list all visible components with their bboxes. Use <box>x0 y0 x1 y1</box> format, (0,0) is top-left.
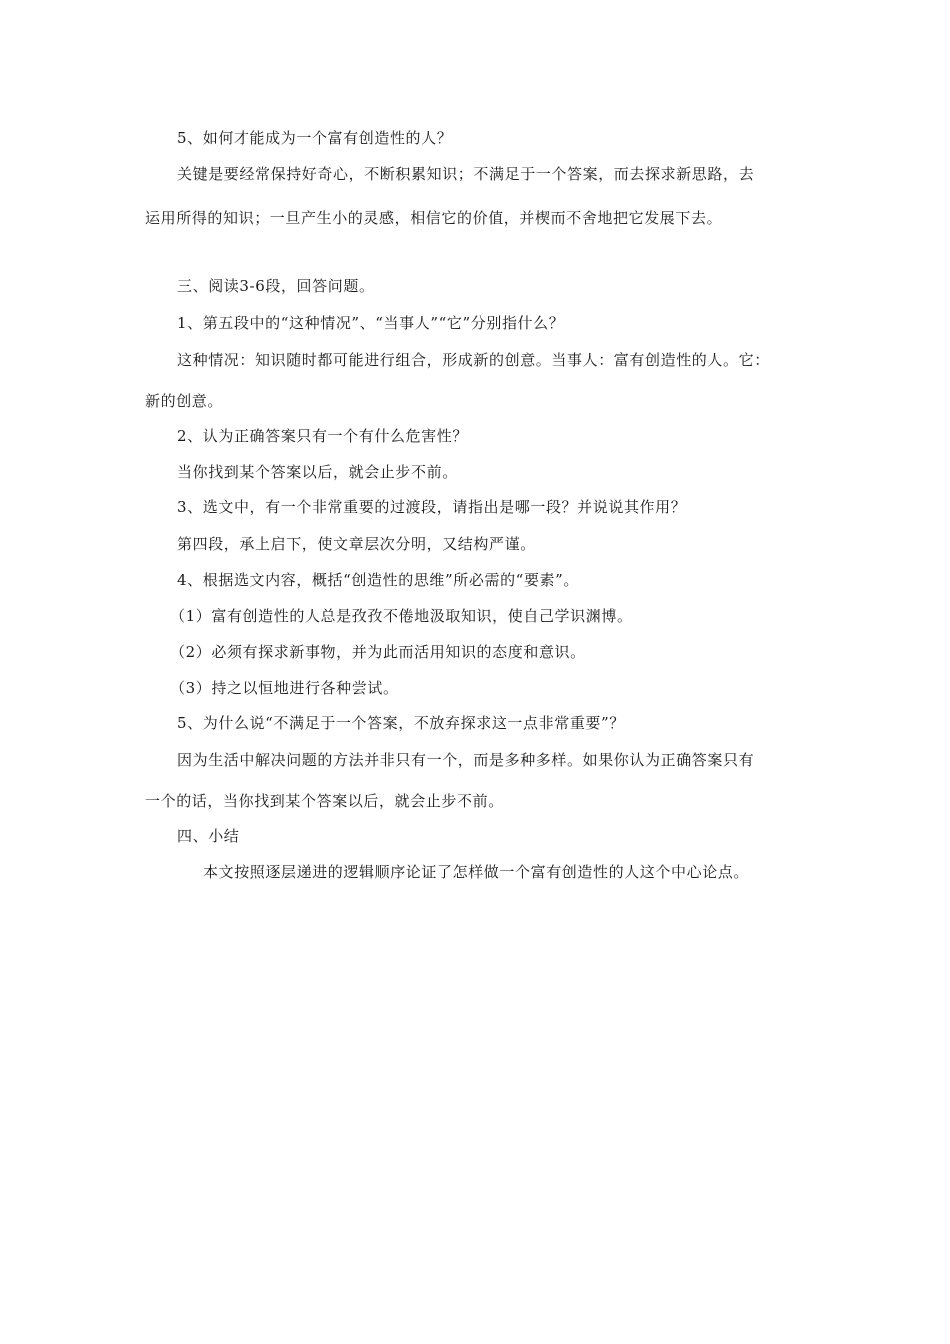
part-3-question-1: 1、第五段中的“这种情况”、“当事人”“它”分别指什么？ <box>177 314 565 332</box>
part-3-heading: 三、阅读3-6段，回答问题。 <box>177 277 375 295</box>
part-3-answer-3: 第四段，承上启下，使文章层次分明，又结构严谨。 <box>177 535 536 553</box>
part-3-answer-2: 当你找到某个答案以后，就会止步不前。 <box>177 463 458 481</box>
part-3-answer-4-item-3: （3）持之以恒地进行各种尝试。 <box>170 679 399 697</box>
part-3-answer-1-line-2: 新的创意。 <box>145 392 224 410</box>
part-3-question-5: 5、为什么说“不满足于一个答案，不放弃探求这一点非常重要”？ <box>177 714 625 732</box>
part-3-answer-5-line-1: 因为生活中解决问题的方法并非只有一个，而是多种多样。如果你认为正确答案只有 <box>177 751 755 769</box>
part-3-question-2: 2、认为正确答案只有一个有什么危害性？ <box>177 427 468 445</box>
answer-5-line-2: 运用所得的知识；一旦产生小的灵感，相信它的价值，并楔而不舍地把它发展下去。 <box>145 209 723 227</box>
part-4-summary: 本文按照逐层递进的逻辑顺序论证了怎样做一个富有创造性的人这个中心论点。 <box>203 863 750 881</box>
part-3-answer-4-item-2: （2）必须有探求新事物，并为此而活用知识的态度和意识。 <box>170 643 586 661</box>
part-3-answer-4-item-1: （1）富有创造性的人总是孜孜不倦地汲取知识，使自己学识渊博。 <box>170 607 633 625</box>
answer-5-line-1: 关键是要经常保持好奇心，不断积累知识；不满足于一个答案，而去探求新思路，去 <box>177 165 755 183</box>
part-4-heading: 四、小结 <box>177 827 240 845</box>
question-5-how-to-be-creative: 5、如何才能成为一个富有创造性的人？ <box>177 129 453 147</box>
part-3-answer-1-line-1: 这种情况：知识随时都可能进行组合，形成新的创意。当事人：富有创造性的人。它： <box>177 351 770 369</box>
part-3-question-3: 3、选文中，有一个非常重要的过渡段，请指出是哪一段？并说说其作用？ <box>177 498 687 516</box>
part-3-answer-5-line-2: 一个的话，当你找到某个答案以后，就会止步不前。 <box>145 792 504 810</box>
part-3-question-4: 4、根据选文内容，概括“创造性的思维”所必需的“要素”。 <box>177 571 580 589</box>
